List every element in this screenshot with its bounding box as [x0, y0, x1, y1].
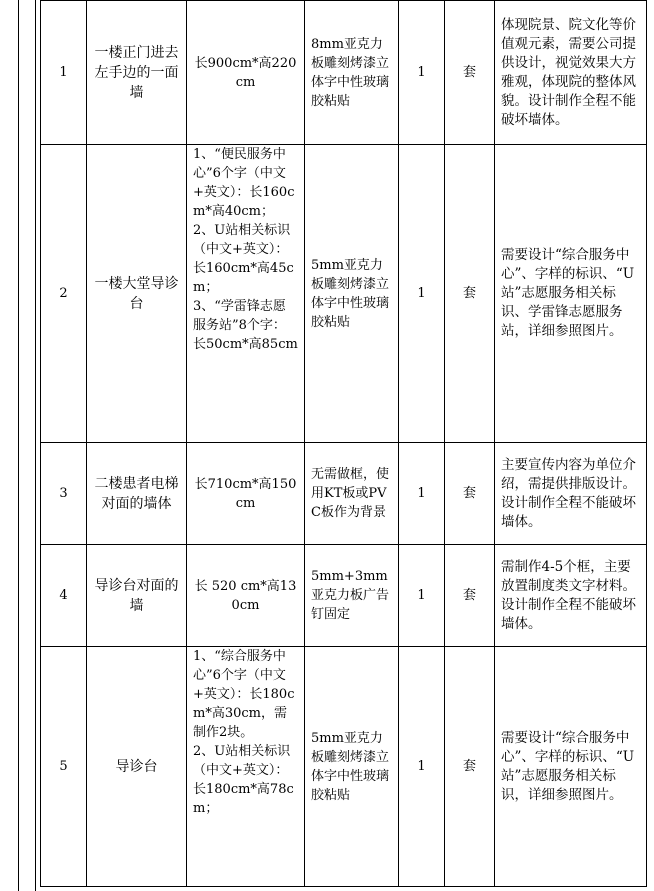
note-cell: 体现院景、院文化等价值观元素，需要公司提供设计，视觉效果大方雅观，体现院的整体风貌。设计制作全程不能破坏墙体。 — [495, 1, 647, 145]
size-cell: 长900cm*高220cm — [187, 1, 305, 145]
unit-cell: 套 — [445, 545, 495, 647]
note-cell: 需要设计“综合服务中心”、字样的标识、“U站”志愿服务相关标识，详细参照图片。 — [495, 647, 647, 887]
row-number: 5 — [41, 647, 87, 887]
quantity-cell: 1 — [399, 545, 445, 647]
note-cell: 主要宣传内容为单位介绍，需提供排版设计。设计制作全程不能破坏墙体。 — [495, 443, 647, 545]
location-cell: 一楼大堂导诊台 — [87, 145, 187, 443]
page-margin-line-left — [18, 0, 19, 891]
material-cell: 5mm亚克力板雕刻烤漆立体字中性玻璃胶粘贴 — [305, 647, 399, 887]
size-cell: 1、“综合服务中心”6个字（中文+英文）：长180cm*高30cm，需制作2块。 2、U站相关标识（中文+英文）：长180cm*高78cm； — [187, 647, 305, 887]
unit-cell: 套 — [445, 443, 495, 545]
quantity-cell: 1 — [399, 647, 445, 887]
quantity-cell: 1 — [399, 1, 445, 145]
location-cell: 二楼患者电梯对面的墙体 — [87, 443, 187, 545]
size-cell: 1、“便民服务中心”6个字（中文+英文）：长160cm*高40cm； 2、U站相关标识（中文+英文）：长160cm*高45cm； 3、“学雷锋志愿服务站”8个字：长50cm*高85cm — [187, 145, 305, 443]
unit-cell: 套 — [445, 647, 495, 887]
quantity-cell: 1 — [399, 145, 445, 443]
signage-spec-table — [40, 0, 647, 887]
material-cell: 8mm亚克力板雕刻烤漆立体字中性玻璃胶粘贴 — [305, 1, 399, 145]
row-number: 2 — [41, 145, 87, 443]
location-cell: 导诊台 — [87, 647, 187, 887]
row-number: 3 — [41, 443, 87, 545]
location-cell: 导诊台对面的墙 — [87, 545, 187, 647]
material-cell: 无需做框，使用KT板或PVC板作为背景 — [305, 443, 399, 545]
quantity-cell: 1 — [399, 443, 445, 545]
size-cell: 长710cm*高150cm — [187, 443, 305, 545]
note-cell: 需制作4-5个框，主要放置制度类文字材料。设计制作全程不能破坏墙体。 — [495, 545, 647, 647]
table-row-4 — [41, 545, 647, 647]
table-row-2 — [41, 145, 647, 443]
row-number: 1 — [41, 1, 87, 145]
unit-cell: 套 — [445, 1, 495, 145]
size-cell: 长 520 cm*高130cm — [187, 545, 305, 647]
note-cell: 需要设计“综合服务中心”、字样的标识、“U站”志愿服务相关标识、学雷锋志愿服务站，详细参照图片。 — [495, 145, 647, 443]
table-row-1 — [41, 1, 647, 145]
table-row-3 — [41, 443, 647, 545]
material-cell: 5mm+3mm亚克力板广告钉固定 — [305, 545, 399, 647]
location-cell: 一楼正门进去左手边的一面墙 — [87, 1, 187, 145]
page-margin-line-right — [35, 0, 36, 891]
material-cell: 5mm亚克力板雕刻烤漆立体字中性玻璃胶粘贴 — [305, 145, 399, 443]
row-number: 4 — [41, 545, 87, 647]
table-row-5 — [41, 647, 647, 887]
unit-cell: 套 — [445, 145, 495, 443]
